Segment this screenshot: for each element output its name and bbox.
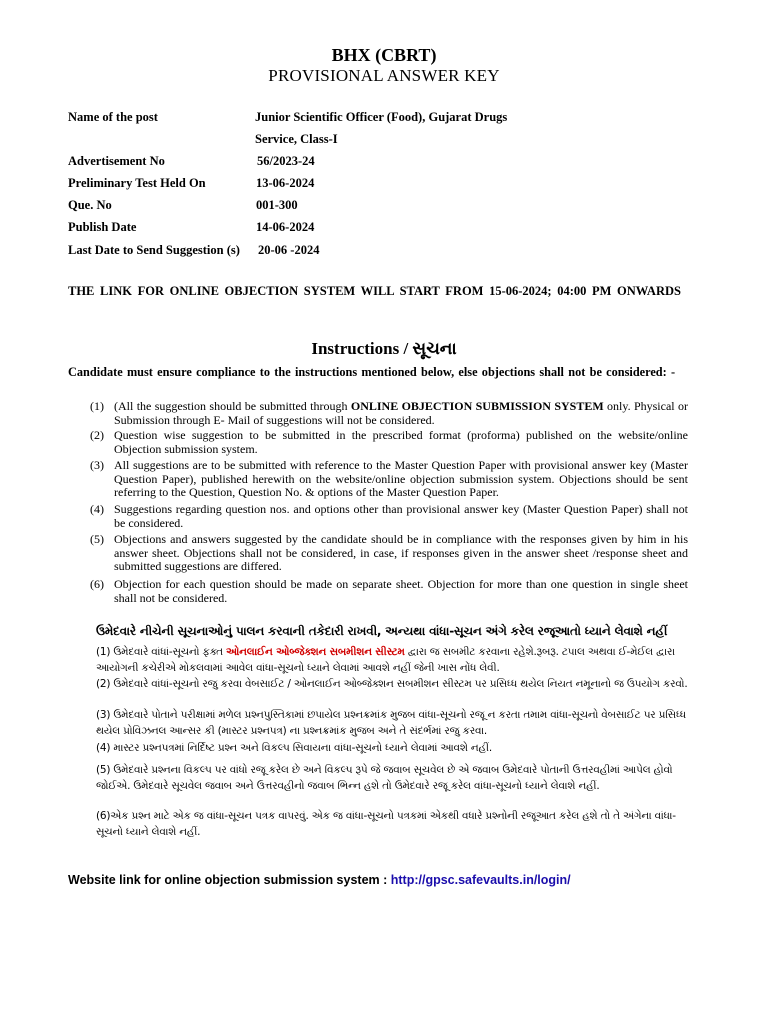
- instruction-text: (All the suggestion should be submitted through ONLINE OBJECTION SUBMISSION SYSTEM only. Physical or Submission through E- Mail of suggestions will not be considered.: [114, 399, 688, 427]
- post-value-line1: Junior Scientific Officer (Food), Gujarat Drugs: [255, 110, 508, 124]
- gujarati-instruction-5: (5) ઉમેદવારે પ્રશ્નના વિકલ્પ પર વાંધો રજૂ કરેલ છે અને વિકલ્પ રૂપે જે જવાબ સૂચવેલ છે એ જવાબ ઉમેદવારે પોતાની ઉત્તરવહીમાં આપેલ હોવો જોઈએ. ઉમેદવારે સૂચવેલ જવાબ અને ઉત્તરવહીનો જવાબ ભિન્ન હશે તો ઉમેદવારે રજૂ કરેલ વાંધા-સૂચનો ધ્યાને લેવાશે નહીં.: [96, 764, 673, 792]
- prelim-value: 13-06-2024: [256, 176, 315, 190]
- post-label: Name of the post: [68, 110, 158, 124]
- instruction-number: (4): [90, 502, 104, 516]
- instruction-text: Question wise suggestion to be submitted in the prescribed format (proforma) published on the website/online Objection submission system.: [114, 428, 688, 456]
- gujarati-heading: ઉમેદવારે નીચેની સૂચનાઓનું પાલન કરવાની તકેદારી રાખવી, અન્યથા વાંધા-સૂચન અંગે કરેલ રજૂઆતો ધ્યાને લેવાશે નહીં: [96, 624, 668, 638]
- advertisement-label: Advertisement No: [68, 154, 165, 168]
- compliance-text: Candidate must ensure compliance to the instructions mentioned below, else objections shall not be considered: -: [68, 365, 676, 379]
- prelim-label: Preliminary Test Held On: [68, 176, 206, 190]
- website-link-line: [68, 873, 571, 887]
- document-subtitle: PROVISIONAL ANSWER KEY: [268, 66, 500, 85]
- que-label: Que. No: [68, 198, 112, 212]
- online-system-highlight: ઓનલાઈન ઓબ્જેક્શન સબમીશન સીસ્ટમ: [226, 646, 405, 658]
- instructions-heading: Instructions / સૂચના: [311, 339, 457, 358]
- document-title: BHX (CBRT): [331, 45, 437, 65]
- instruction-number: (5): [90, 532, 104, 546]
- gujarati-instruction-4: (4) માસ્ટર પ્રશ્નપત્રમાં નિર્દિષ્ટ પ્રશ્ન અને વિકલ્પ સિવાયના વાંધા-સૂચનો ધ્યાને લેવામાં આવશે નહીં.: [96, 742, 492, 754]
- instruction-text: Objection for each question should be made on separate sheet. Objection for more than one question in single sheet shall not be considered.: [114, 577, 688, 605]
- publish-label: Publish Date: [68, 220, 137, 234]
- instruction-text: Objections and answers suggested by the candidate should be in compliance with the responses given by him in his answer sheet. Objections shall not be considered, in case, if responses given in the answer sheet /response sheet and submitted suggestions are differed.: [114, 532, 688, 574]
- instruction-number: (6): [90, 577, 104, 591]
- post-value-line2: Service, Class-I: [255, 132, 338, 146]
- website-link-label: Website link for online objection submission system :: [68, 873, 391, 887]
- english-instruction-3: [90, 459, 688, 500]
- english-instruction-2: [90, 429, 688, 456]
- gujarati-instruction-1: (1) ઉમેદવારે વાંધાં-સૂચનો ફક્ત ઓનલાઈન ઓબ્જેક્શન સબમીશન સીસ્ટમ દ્વારા જ સબમીટ કરવાના રહેશે.રૂબરૂ. ટપાલ અથવા ઈ-મેઈલ દ્વારા આયોગની કચેરીએ મોકલવામાં આવેલ વાંધા-સૂચનો ધ્યાને લેવામાં આવશે નહીં જેની ખાસ નોંધ લેવી.: [96, 646, 675, 674]
- lastdate-value: 20-06 -2024: [258, 243, 320, 257]
- instruction-number: (2): [90, 428, 104, 442]
- english-instruction-1: [90, 400, 688, 427]
- objection-system-link[interactable]: http://gpsc.safevaults.in/login/: [390, 873, 571, 887]
- instruction-number: (3): [90, 458, 104, 472]
- gujarati-instruction-6: (6)એક પ્રશ્ન માટે એક જ વાંધા-સૂચન પત્રક વાપરવું. એક જ વાંધા-સૂચનો પત્રકમાં એકથી વધારે પ્રશ્નોની રજૂઆત કરેલ હશે તો તે અંગેના વાંધા-સૂચનો ધ્યાને લેવાશે નહીં.: [96, 810, 676, 838]
- instruction-number: (1): [90, 399, 104, 413]
- advertisement-value: 56/2023-24: [257, 154, 315, 168]
- lastdate-label: Last Date to Send Suggestion (s): [68, 243, 240, 257]
- gujarati-instruction-3: (3) ઉમેદવારે પોતાને પરીક્ષામાં મળેલ પ્રશ્નપુસ્તિકામાં છપાયેલ પ્રશ્નક્રમાંક મુજબ વાંધા-સૂચનો રજૂ ન કરતા તમામ વાંધા-સૂચનો વેબસાઈટ પર પ્રસિધ્ધ થયેલ પ્રોવિઝનલ આન્સર કી (માસ્ટર પ્રશ્નપત્ર) ના પ્રશ્નક્રમાંક મુજબ અને તે સંદર્ભમાં રજુ કરવા.: [96, 709, 687, 737]
- instruction-text: Suggestions regarding question nos. and options other than provisional answer key (Master Question Paper) shall not be considered.: [114, 502, 688, 530]
- publish-value: 14-06-2024: [256, 220, 315, 234]
- english-instruction-6: [90, 578, 688, 605]
- english-instruction-4: [90, 503, 688, 530]
- gujarati-instruction-2: (2) ઉમેદવારે વાંધાં-સૂચનો રજુ કરવા વેબસાઈટ / ઓનલાઈન ઓબ્જેક્શન સબમીશન સીસ્ટમ પર પ્રસિધ્ધ થયેલ નિયત નમૂનાનો જ ઉપયોગ કરવો.: [96, 678, 688, 690]
- instruction-text: All suggestions are to be submitted with reference to the Master Question Paper with provisional answer key (Master Question Paper), published herewith on the website/online objection submission system. Objections should be sent referring to the Question, Question No. & options of the Master Question Paper.: [114, 458, 688, 500]
- objection-link-notice: THE LINK FOR ONLINE OBJECTION SYSTEM WILL START FROM 15-06-2024; 04:00 PM ONWARDS: [68, 284, 681, 298]
- que-value: 001-300: [256, 198, 298, 212]
- english-instruction-5: [90, 533, 688, 574]
